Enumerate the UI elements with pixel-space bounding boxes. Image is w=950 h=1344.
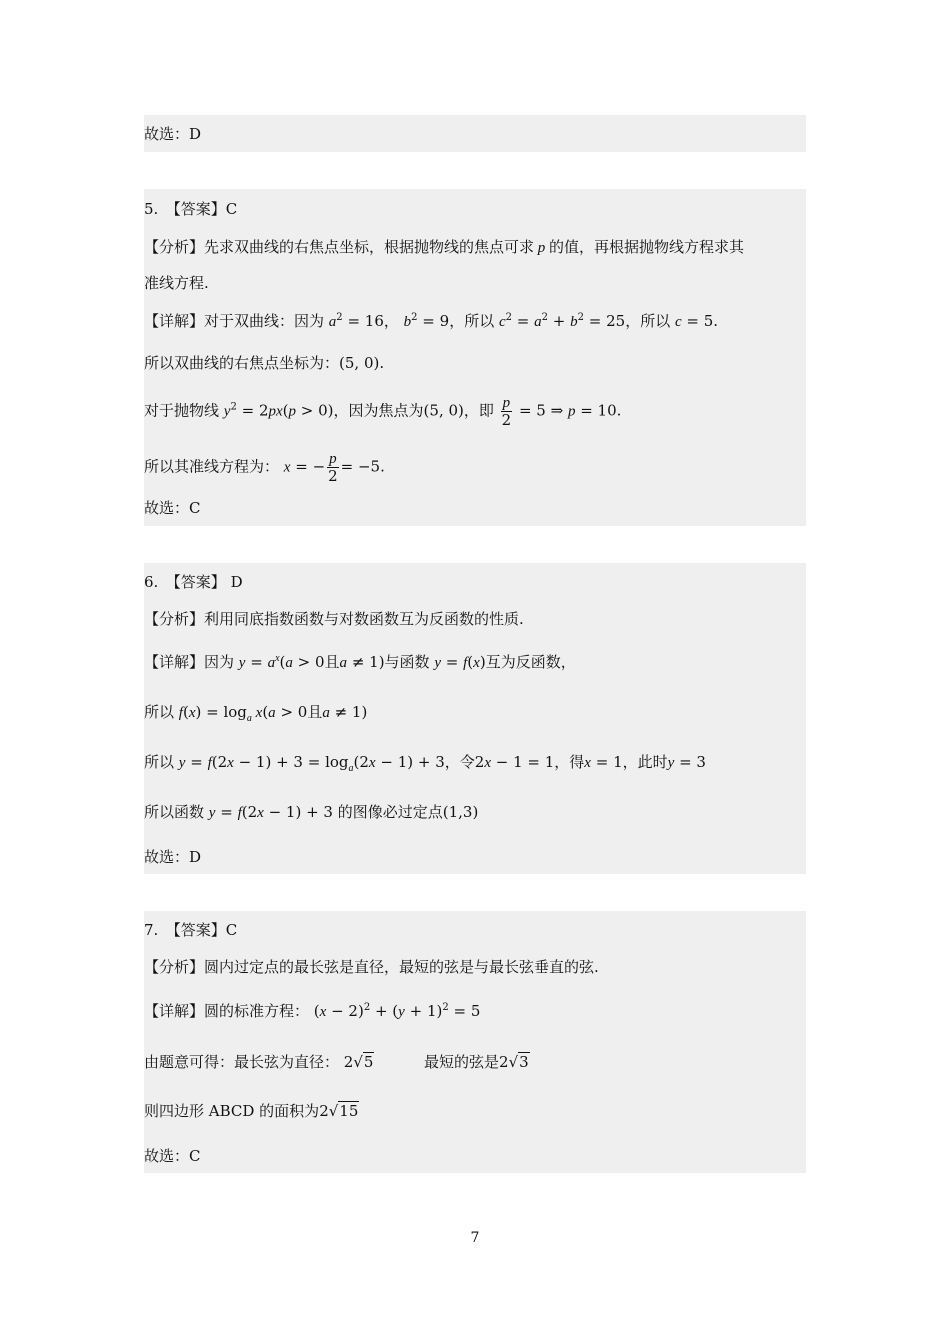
q5-header: 5. 【答案】C [144,200,238,218]
q6-analysis-line: 【分析】利用同底指数函数与对数函数互为反函数的性质. [144,610,524,628]
q7-area-line: 则四边形 ABCD 的面积为2√15 [144,1102,359,1120]
answer-block-5 [144,189,806,526]
answer-block-6 [144,563,806,874]
answer-block-7 [144,911,806,1173]
q5-analysis-line-2: 准线方程. [144,274,209,292]
q6-detail-line: 【详解】因为 $y = a^x(a > 0$且a ≠ 1)与函数 y = f(x)互为反函数， [144,653,576,671]
q5-parabola-line: 对于抛物线 $y^2 = 2px(p > 0)$，因为焦点为(5, 0)，即 $\frac{p}{2}$ = 5 ⇒ p = 10. [144,395,622,429]
q7-header: 7. 【答案】C [144,921,238,939]
q5-focus-line: 所以双曲线的右焦点坐标为：(5, 0). [144,354,385,372]
q7-analysis-line: 【分析】圆内过定点的最长弦是直径，最短的弦是与最长弦垂直的弦. [144,958,599,976]
q6-substitute-line: 所以 $y = f(2x - 1) + 3 = \log_a(2x - 1) + 3$，令2x − 1 = 1，得x = 1，此时y = 3 [144,753,706,774]
page-number: 7 [470,1230,480,1246]
q5-detail-line: 【详解】对于双曲线：因为 $a^2 = 16$， $b^2 = 9$，所以 $c^2 = a^2 + b^2 = 25$，所以 c = 5. [144,312,719,330]
q5-directrix-line: 所以其准线方程为： x = − $\frac{p}{2}$ = −5. [144,451,385,485]
answer-line: 故选：D [144,125,202,143]
answer-block-4-tail [144,115,806,152]
q5-answer-line: 故选：C [144,499,201,517]
q6-fixed-point-line: 所以函数 y = f(2x − 1) + 3 的图像必过定点(1,3) [144,803,479,821]
q6-header: 6. 【答案】 D [144,573,243,591]
q6-log-line: 所以 $f(x) = \log_a x(a > 0$且a ≠ 1) [144,703,368,724]
q6-answer-line: 故选：D [144,848,202,866]
q5-analysis-line-1: 【分析】先求双曲线的右焦点坐标，根据抛物线的焦点可求 p 的值，再根据抛物线方程求其 [144,238,745,256]
q7-detail-line: 【详解】圆的标准方程： $(x - 2)^2 + (y + 1)^2 = 5$ [144,1002,481,1020]
q7-chord-line: 由题意可得：最长弦为直径： 2√5 最短的弦是2√3 [144,1053,529,1071]
q7-answer-line: 故选：C [144,1147,201,1165]
